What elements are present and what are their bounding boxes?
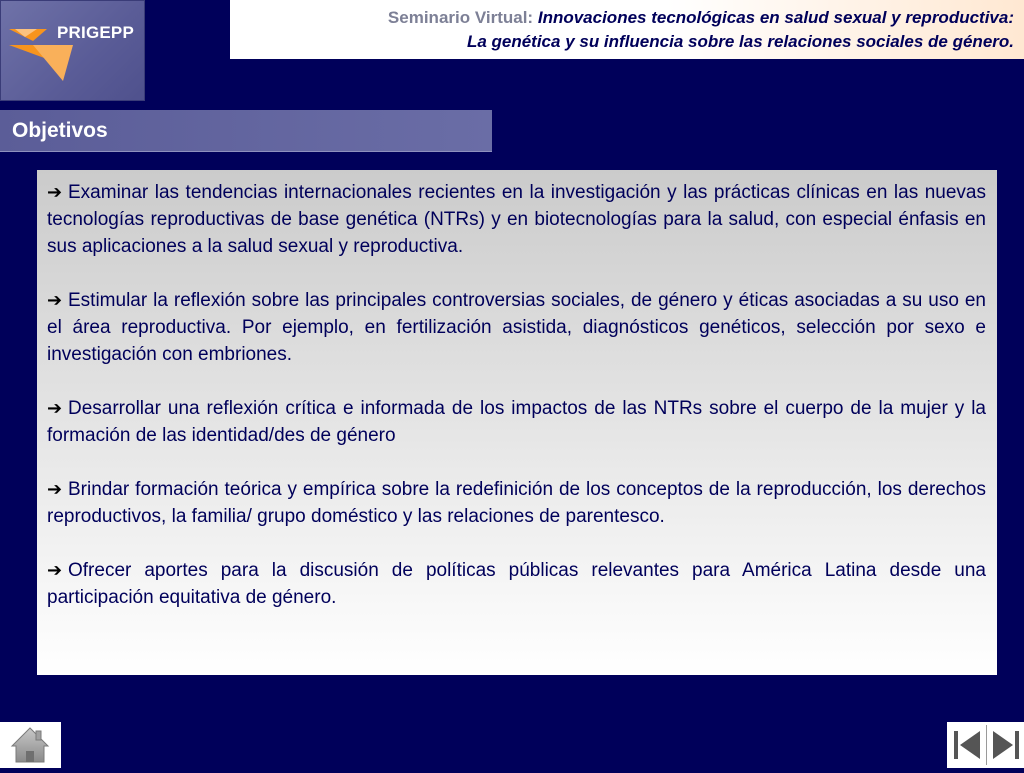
section-title: Objetivos bbox=[12, 119, 108, 142]
objective-text: Estimular la reflexión sobre las principales controversias sociales, de género y éticas asociadas a su uso en el área reproductiva. Por ejemplo, en fertilización asistida, diagnósticos genéticos, selección por sexo e investigación con embriones. bbox=[47, 290, 986, 365]
header-title-line-1: Innovaciones tecnológicas en salud sexual y reproductiva: bbox=[537, 8, 1014, 27]
next-button[interactable] bbox=[987, 725, 1023, 765]
seminar-header bbox=[230, 0, 1024, 59]
prigepp-logo bbox=[0, 0, 145, 101]
section-bar bbox=[0, 110, 492, 152]
objective-item bbox=[47, 179, 986, 260]
previous-icon bbox=[950, 725, 986, 765]
objective-text: Desarrollar una reflexión crítica e informada de los impactos de las NTRs sobre el cuerpo de la mujer y la formación de las identidad/des de género bbox=[47, 398, 986, 446]
home-icon bbox=[0, 722, 61, 768]
right-arrow-icon: ➔ bbox=[47, 182, 63, 202]
objective-text: Examinar las tendencias internacionales recientes en la investigación y las prácticas clínicas en las nuevas tecnologías reproductivas de base genética (NTRs) y en biotecnologías para la salud, con especial énfasis en sus aplicaciones a la salud sexual y reproductiva. bbox=[47, 182, 986, 257]
objective-text: Brindar formación teórica y empírica sobre la redefinición de los conceptos de la reproducción, los derechos reproductivos, la familia/ grupo doméstico y las relaciones de parentesco. bbox=[47, 479, 986, 527]
header-prefix: Seminario Virtual: bbox=[387, 8, 534, 27]
objective-item bbox=[47, 395, 986, 449]
objective-item bbox=[47, 476, 986, 530]
header-title-line-2: La genética y su influencia sobre las relaciones sociales de género. bbox=[466, 32, 1014, 51]
right-arrow-icon: ➔ bbox=[47, 290, 63, 310]
right-arrow-icon: ➔ bbox=[47, 479, 63, 499]
objective-item bbox=[47, 557, 986, 611]
home-button[interactable] bbox=[0, 722, 61, 768]
objective-text: Ofrecer aportes para la discusión de políticas públicas relevantes para América Latina desde una participación equitativa de género. bbox=[47, 560, 986, 608]
logo-text: PRIGEPP bbox=[57, 23, 134, 42]
next-icon bbox=[987, 725, 1023, 765]
right-arrow-icon: ➔ bbox=[47, 560, 63, 580]
objective-item bbox=[47, 287, 986, 368]
slide-navigation bbox=[947, 722, 1024, 768]
previous-button[interactable] bbox=[950, 725, 987, 765]
objectives-panel bbox=[37, 170, 997, 675]
header-line-1 bbox=[388, 8, 1014, 28]
right-arrow-icon: ➔ bbox=[47, 398, 63, 418]
